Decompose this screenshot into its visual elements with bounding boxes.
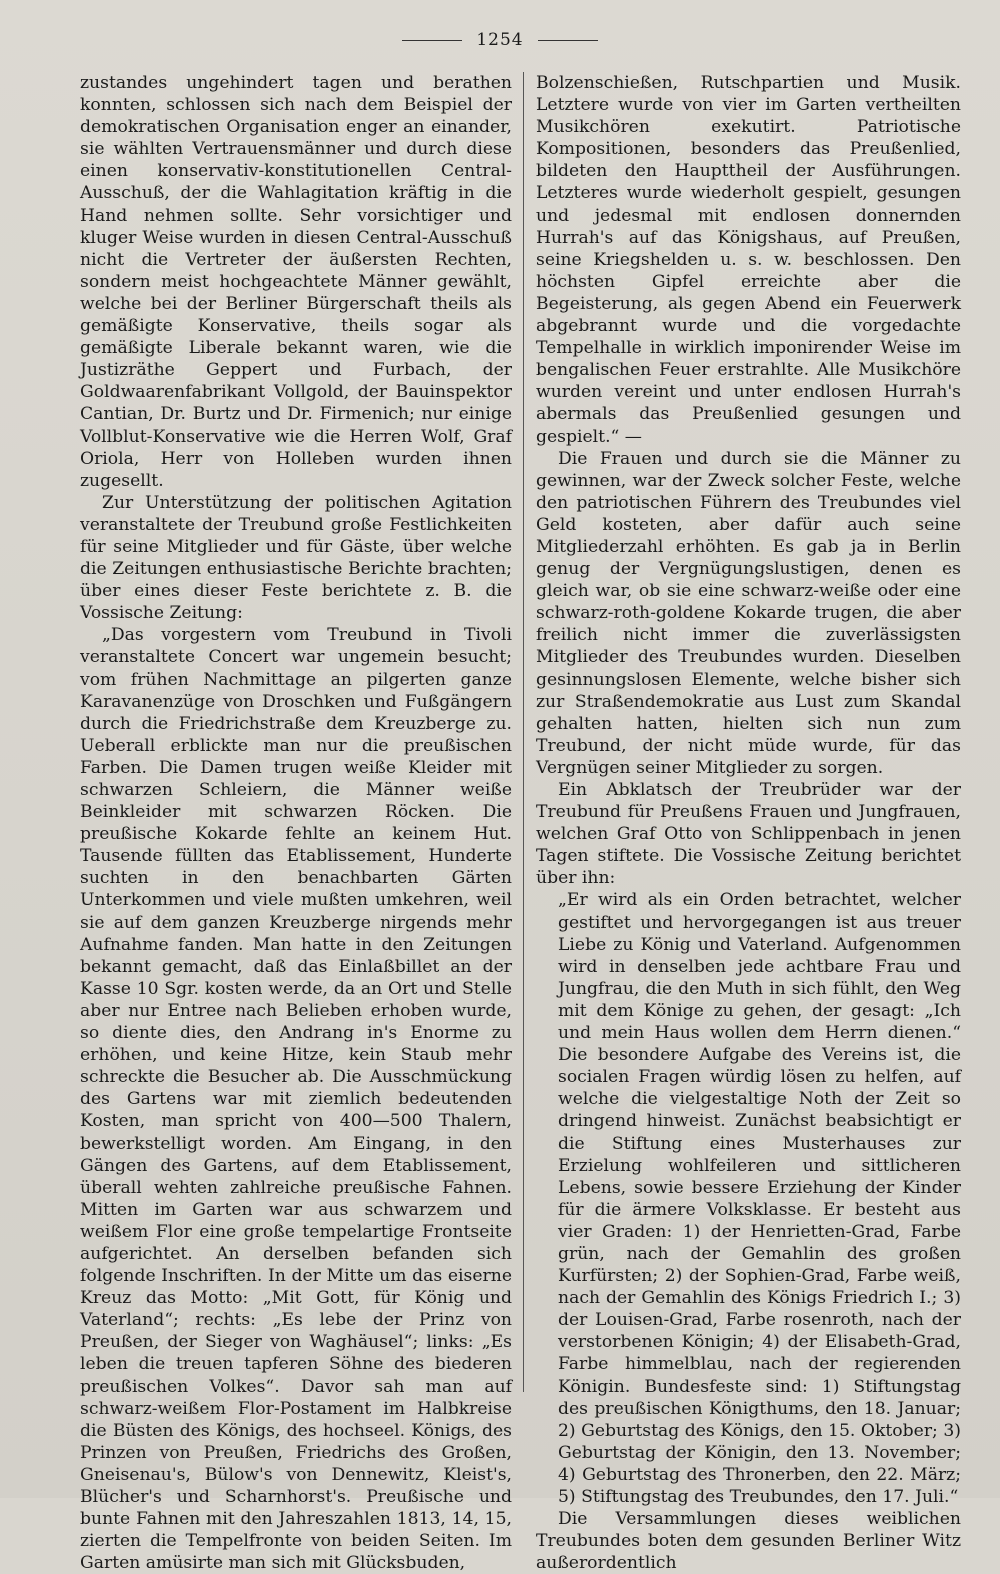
- paragraph: „Er wird als ein Orden betrachtet, welcher gestiftet und hervorgegangen ist aus treuer Liebe zu König und Vaterland. Aufgenommen wird in denselben jede achtbare Frau und Jungfrau, die den Muth in sich fühlt, den Weg mit dem Könige zu gehen, der gesagt: „Ich und mein Haus wollen dem Herrn dienen.“ Die besondere Aufgabe des Vereins ist, die socialen Fragen würdig lösen zu helfen, auf welche die vielgestaltige Noth der Zeit so dringend hinweist. Zunächst beabsichtigt er die Stiftung eines Musterhauses zur Erzielung wohlfeileren und sittlicheren Lebens, sowie bessere Erziehung der Kinder für die ärmere Volksklasse. Er besteht aus vier Graden: 1) der Henrietten-Grad, Farbe grün, nach der Gemahlin des großen Kurfürsten; 2) der Sophien-Grad, Farbe weiß, nach der Gemahlin des Königs Friedrich I.; 3) der Louisen-Grad, Farbe rosenroth, nach der verstorbenen Königin; 4) der Elisabeth-Grad, Farbe himmelblau, nach der regierenden Königin. Bundesfeste sind: 1) Stiftungstag des preußischen Königthums, den 18. Januar; 2) Geburtstag des Königs, den 15. Oktober; 3) Geburtstag der Königin, den 13. November; 4) Geburtstag des Thronerben, den 22. März; 5) Stiftungstag des Treubundes, den 17. Juli.“: [558, 890, 961, 1507]
- paragraph: Zur Unterstützung der politischen Agitation veranstaltete der Treubund große Festlichkeiten für seine Mitglieder und für Gäste, über welche die Zeitungen enthusiastische Berichte brachten; über eines dieser Feste berichtete z. B. die Vossische Zeitung:: [80, 492, 512, 624]
- paragraph: Bolzenschießen, Rutschpartien und Musik. Letztere wurde von vier im Garten vertheilten Musikchören exekutirt. Patriotische Kompositionen, besonders das Preußenlied, bildeten den Haupttheil der Ausführungen. Letzteres wurde wiederholt gespielt, gesungen und jedesmal mit endlosen donnernden Hurrah's auf das Königshaus, auf Preußen, seine Kriegshelden u. s. w. beschlossen. Den höchsten Gipfel erreichte aber die Begeisterung, als gegen Abend ein Feuerwerk abgebrannt wurde und die vorgedachte Tempelhalle in wirklich imponirender Weise im bengalischen Feuer erstrahlte. Alle Musikchöre wurden vereint und unter endlosen Hurrah's abermals das Preußenlied gesungen und gespielt.“ —: [536, 73, 961, 447]
- right-column: [536, 72, 961, 1574]
- paragraph: Ein Abklatsch der Treubrüder war der Treubund für Preußens Frauen und Jungfrauen, welchen Graf Otto von Schlippenbach in jenen Tagen stiftete. Die Vossische Zeitung berichtet über ihn:: [536, 780, 961, 889]
- paragraph: Die Frauen und durch sie die Männer zu gewinnen, war der Zweck solcher Feste, welche den patriotischen Führern des Treubundes viel Geld kosteten, aber dafür auch seine Mitgliederzahl erhöhten. Es gab ja in Berlin genug der Vergnügungslustigen, denen es gleich war, ob sie eine schwarz-weiße oder eine schwarz-roth-goldene Kokarde trugen, die aber freilich nicht immer die zuverlässigsten Mitglieder des Treubundes wurden. Dieselben gesinnungslosen Elemente, welche bisher sich zur Straßendemokratie aus Lust zum Skandal gehalten hatten, hielten sich nun zum Treubund, der nicht müde wurde, für das Vergnügen seiner Mitglieder zu sorgen.: [536, 448, 961, 778]
- left-column: [80, 72, 512, 1574]
- paragraph: „Das vorgestern vom Treubund in Tivoli veranstaltete Concert war ungemein besucht; vom frühen Nachmittage an pilgerten ganze Karavanenzüge von Droschken und Fußgängern durch die Friedrichstraße dem Kreuzberge zu. Ueberall erblickte man nur die preußischen Farben. Die Damen trugen weiße Kleider mit schwarzen Schleiern, die Männer weiße Beinkleider mit schwarzen Röcken. Die preußische Kokarde fehlte an keinem Hut. Tausende füllten das Etablissement, Hunderte suchten in den benachbarten Gärten Unterkommen und viele mußten umkehren, weil sie auf dem ganzen Kreuzberge nirgends mehr Aufnahme fanden. Man hatte in den Zeitungen bekannt gemacht, daß das Einlaßbillet an der Kasse 10 Sgr. kosten werde, da an Ort und Stelle aber nur Entree nach Belieben erhoben wurde, so diente dies, den Andrang in's Enorme zu erhöhen, und keine Hitze, kein Staub mehr schreckte die Besucher ab. Die Ausschmückung des Gartens war mit ziemlich bedeutenden Kosten, man spricht von 400—500 Thalern, bewerkstelligt worden. Am Eingang, in den Gängen des Gartens, auf dem Etablissement, überall wehten zahlreiche preußische Fahnen. Mitten im Garten war aus schwarzem und weißem Flor eine große tempelartige Frontseite aufgerichtet. An derselben befanden sich folgende Inschriften. In der Mitte um das eiserne Kreuz das Motto: „Mit Gott, für König und Vaterland“; rechts: „Es lebe der Prinz von Preußen, der Sieger von Waghäusel“; links: „Es leben die treuen tapferen Söhne des biederen preußischen Volkes“. Davor sah man auf schwarz-weißem Flor-Postament im Halbkreise die Büsten des Königs, des hochseel. Königs, des Prinzen von Preußen, Friedrichs des Großen, Gneisenau's, Bülow's von Dennewitz, Kleist's, Blücher's und Scharnhorst's. Preußische und bunte Fahnen mit den Jahreszahlen 1813, 14, 15, zierten die Tempelfronte von beiden Seiten. Im Garten amüsirte man sich mit Glücksbuden,: [80, 625, 512, 1574]
- page-header: [0, 30, 1000, 50]
- paragraph: zustandes ungehindert tagen und berathen konnten, schlossen sich nach dem Beispiel der demokratischen Organisation enger an einander, sie wählten Vertrauensmänner und durch diese einen konservativ-konstitutionellen Central-Ausschuß, der die Wahlagitation kräftig in die Hand nehmen sollte. Sehr vorsichtiger und kluger Weise wurden in diesen Central-Ausschuß nicht die Vertreter der äußersten Rechten, sondern meist hochgeachtete Männer gewählt, welche bei der Berliner Bürgerschaft theils als gemäßigte Konservative, theils sogar als gemäßigte Liberale bekannt waren, wie die Justizräthe Geppert und Furbach, der Goldwaarenfabrikant Vollgold, der Bauinspektor Cantian, Dr. Burtz und Dr. Firmenich; nur einige Vollblut-Konservative wie die Herren Wolf, Graf Oriola, Herr von Holleben wurden ihnen zugesellt.: [80, 73, 512, 491]
- paragraph: Die Versammlungen dieses weiblichen Treubundes boten dem gesunden Berliner Witz außerordentlich: [536, 1509, 961, 1574]
- header-rule-left: [402, 40, 462, 41]
- header-rule-right: [538, 40, 598, 41]
- page-number: 1254: [476, 30, 524, 50]
- column-divider: [523, 72, 524, 1392]
